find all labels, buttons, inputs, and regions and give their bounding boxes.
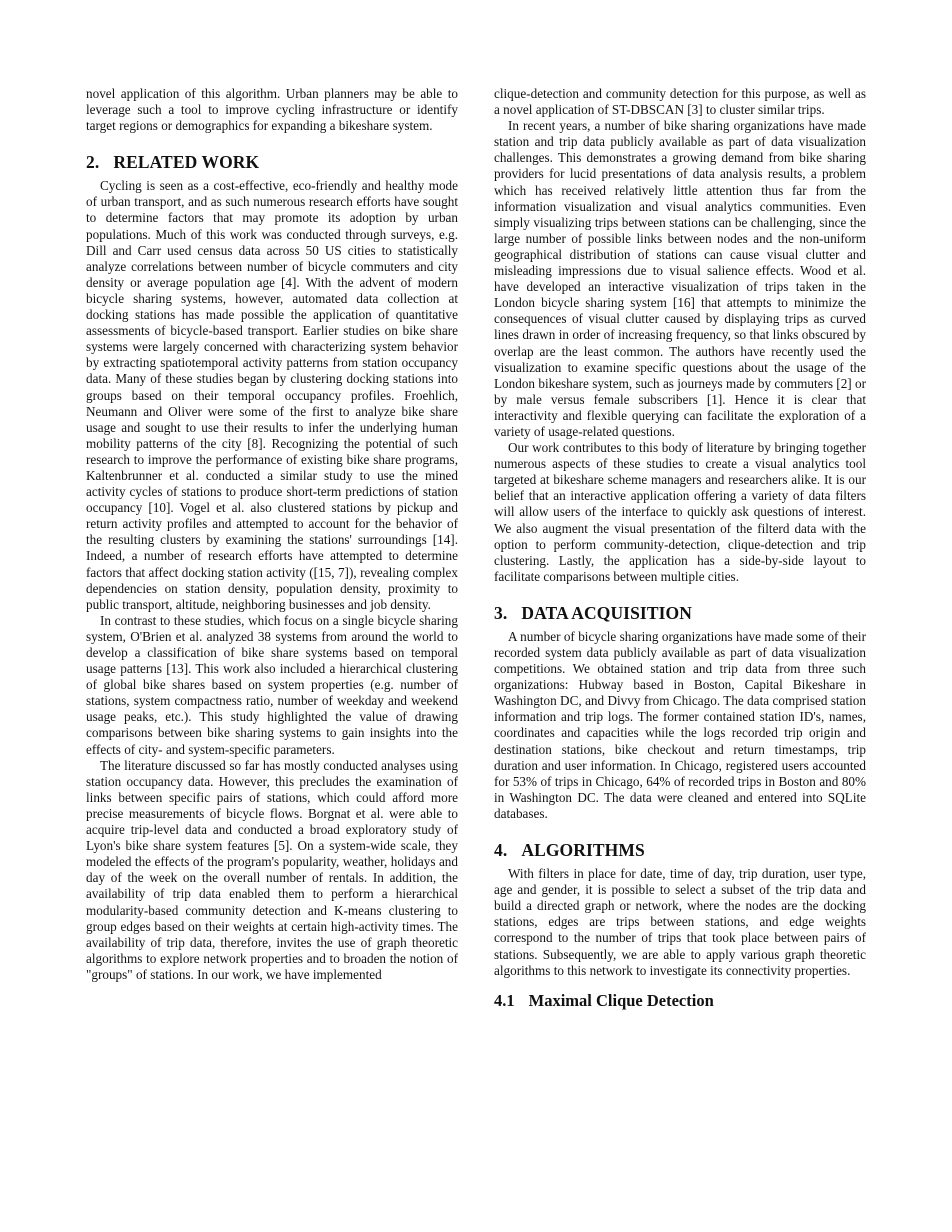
- section-3-title: DATA ACQUISITION: [521, 602, 692, 623]
- related-work-paragraph-5: Our work contributes to this body of literature by bringing together numerous aspects of these studies to create a visual analytics tool targeted at bikeshare scheme managers and researchers alike. It is our belief that an interactive application offering a variety of data filters will allow users of the interface to quickly ask questions of interest. We also augment the visual presentation of the filterd data with the option to perform community-detection, clique-detection and trip clustering. Lastly, the application has a side-by-side layout to facilitate comparisons between multiple cities.: [494, 440, 866, 584]
- related-work-paragraph-1: Cycling is seen as a cost-effective, eco-friendly and healthy mode of urban transport, and as such numerous research efforts have sought to determine factors that may promote its adoption by urban populations. Much of this work was conducted through surveys, e.g. Dill and Carr used census data across 50 US cities to statistically analyze correlations between number of bicycle commuters and city density or average population age [4]. With the advent of modern bicycle sharing systems, however, automated data collection at docking stations has made possible the application of quantitative assessments of bicycle-based transport. Earlier studies on bike share systems were largely concerned with characterizing system behavior by extracting spatiotemporal activity patterns from station occupancy data. Many of these studies began by clustering docking stations into groups based on their temporal occupancy profiles. Froehlich, Neumann and Oliver were some of the first to analyze bike share usage and sought to use their results to infer the underlying human mobility patterns of the city [8]. Recognizing the potential of such research to improve the performance of existing bike share programs, Kaltenbrunner et al. conducted a similar study to use the mined activity cycles of stations to produce short-term predictions of station occupancy [10]. Vogel et al. also clustered stations by pickup and return activity profiles and attempted to account for the behavior of the resulting clusters by examining the stations' surroundings [14]. Indeed, a number of research efforts have attempted to determine factors that affect docking station activity ([15, 7]), revealing complex dependencies on station density, population density, proximity to public transport, altitude, neighboring businesses and job density.: [86, 178, 458, 612]
- related-work-continuation: clique-detection and community detection for this purpose, as well as a novel application of ST-DBSCAN [3] to cluster similar trips.: [494, 86, 866, 118]
- subsection-4-1-title: Maximal Clique Detection: [528, 990, 714, 1010]
- subsection-4-1-heading: [494, 991, 866, 1010]
- section-2-heading: [86, 152, 458, 172]
- section-4-number: 4.: [494, 840, 508, 861]
- subsection-4-1-number: 4.1: [494, 990, 515, 1010]
- data-acquisition-paragraph: A number of bicycle sharing organizations have made some of their recorded system data publicly available as part of data visualization competitions. We obtained station and trip data from three such organizations: Hubway based in Boston, Capital Bikeshare in Washington DC, and Divvy from Chicago. The data comprised station information and trip logs. The former contained station ID's, names, coordinates and capacities while the logs recorded trip origin and destination stations, bike checkout and return timestamps, trip duration and user information. In Chicago, registered users accounted for 53% of trips in Chicago, 64% of recorded trips in Boston and 80% in Washington DC. The data were cleaned and entered into SQLite databases.: [494, 628, 866, 821]
- left-column: [86, 86, 458, 983]
- section-2-number: 2.: [86, 152, 100, 173]
- related-work-paragraph-2: In contrast to these studies, which focus on a single bicycle sharing system, O'Brien et al. analyzed 38 systems from around the world to develop a classification of bike share systems based on temporal usage patterns [13]. This work also included a hierarchical clustering of global bike shares based on system properties (e.g. number of stations, system compactness ratio, number of weekday and weekend usage peaks, etc.). This study highlighted the value of drawing comparisons between bike sharing systems to gain insights into the effects of city- and system-specific parameters.: [86, 612, 458, 757]
- section-4-title: ALGORITHMS: [521, 840, 645, 861]
- right-column: [494, 86, 866, 1010]
- related-work-paragraph-3: The literature discussed so far has mostly conducted analyses using station occupancy data. However, this precludes the examination of links between specific pairs of stations, which could afford more precise measurements of bicycle flows. Borgnat et al. were able to acquire trip-level data and conducted a broad exploratory study of Lyon's bike share system features [5]. On a system-wide scale, they modeled the effects of the program's popularity, weather, holidays and day of the week on the overall number of rentals. In addition, the availability of trip data enabled them to perform a hierarchical modularity-based community detection and K-means clustering to group edges based on their weights at certain high-activity times. The availability of trip data, therefore, invites the use of graph theoretic algorithms to explore network properties and to broaden the notion of "groups" of stations. In our work, we have implemented: [86, 757, 458, 982]
- section-4-heading: [494, 840, 866, 860]
- section-3-number: 3.: [494, 602, 508, 623]
- intro-tail-paragraph: novel application of this algorithm. Urban planners may be able to leverage such a tool to improve cycling infrastructure or identify target regions or demographics for expanding a bikeshare system.: [86, 86, 458, 134]
- section-2-title: RELATED WORK: [113, 152, 260, 173]
- section-3-heading: [494, 603, 866, 623]
- related-work-paragraph-4: In recent years, a number of bike sharing organizations have made station and trip data publicly available as part of data visualization challenges. This demonstrates a growing demand from bike sharing providers for lucid presentations of data analysis results, a problem which has received relatively little attention thus far from the information visualization and visual analytics communities. Even simply visualizing trips between stations can be challenging, since the large number of possible links between nodes and the non-uniform geographical distribution of stations can cause visual clutter and misleading impressions due to visual salience effects. Wood et al. have developed an interactive visualization of trips taken in the London bicycle sharing system [16] that attempts to minimize the consequences of visual clutter caused by displaying trips as curved lines drawn in order of increasing frequency, so that links obscured by overlap are the least common. The authors have recently used the visualization to examine specific questions about the usage of the London bikeshare system, such as journeys made by commuters [2] or by male versus female subscribers [1]. Hence it is clear that interactivity and flexible querying can facilitate the exploration of a variety of usage-related questions.: [494, 118, 866, 439]
- algorithms-paragraph: With filters in place for date, time of day, trip duration, user type, age and gender, it is possible to select a subset of the trip data and build a directed graph or network, where the nodes are the docking stations, edges are trips between stations, and edge weights correspond to the number of trips that took place between pairs of stations. Subsequently, we are able to apply various graph theoretic algorithms to this network to investigate its connectivity properties.: [494, 866, 866, 978]
